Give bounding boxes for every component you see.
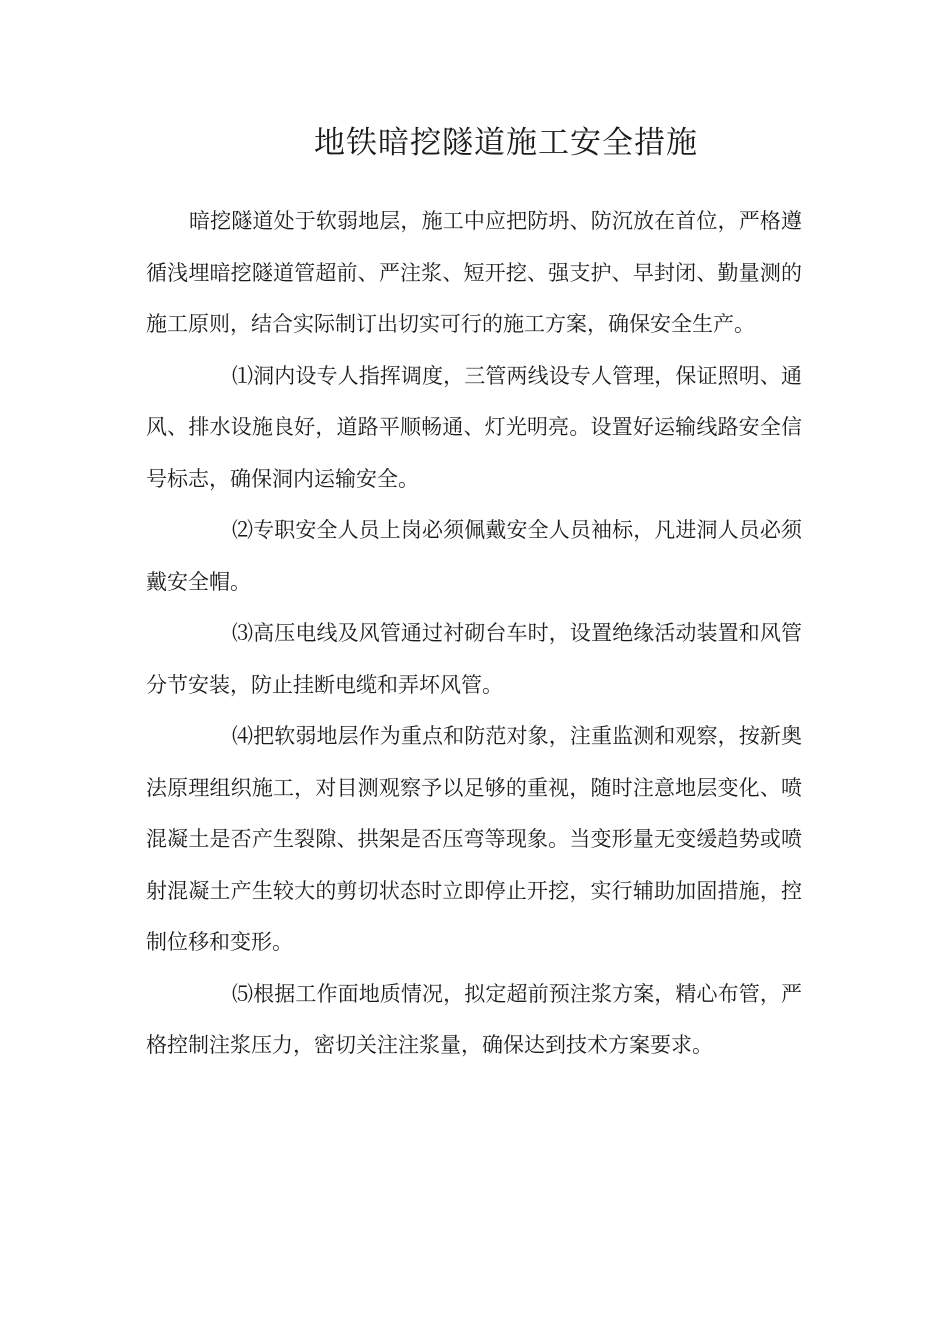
paragraph-item-5: ⑸根据工作面地质情况，拟定超前预注浆方案，精心布管，严格控制注浆压力，密切关注注浆量，确保达到技术方案要求。	[146, 981, 802, 1057]
page-title: 地铁暗挖隧道施工安全措施	[314, 125, 698, 161]
paragraph-item-1: ⑴洞内设专人指挥调度，三管两线设专人管理，保证照明、通风、排水设施良好，道路平顺畅通、灯光明亮。设置好运输线路安全信号标志，确保洞内运输安全。	[146, 363, 802, 491]
paragraph-item-3: ⑶高压电线及风管通过衬砌台车时，设置绝缘活动装置和风管分节安装，防止挂断电缆和弄坏风管。	[146, 621, 802, 697]
paragraph-item-2: ⑵专职安全人员上岗必须佩戴安全人员袖标，凡进洞人员必须戴安全帽。	[146, 518, 802, 594]
document-body	[146, 196, 802, 1072]
paragraph-intro: 暗挖隧道处于软弱地层，施工中应把防坍、防沉放在首位，严格遵循浅埋暗挖隧道管超前、严注浆、短开挖、强支护、早封闭、勤量测的施工原则，结合实际制订出切实可行的施工方案，确保安全生产。	[146, 209, 802, 336]
paragraph-item-4: ⑷把软弱地层作为重点和防范对象，注重监测和观察，按新奥法原理组织施工，对目测观察予以足够的重视，随时注意地层变化、喷混凝土是否产生裂隙、拱架是否压弯等现象。当变形量无变缓趋势或喷射混凝土产生较大的剪切状态时立即停止开挖，实行辅助加固措施，控制位移和变形。	[146, 724, 802, 954]
